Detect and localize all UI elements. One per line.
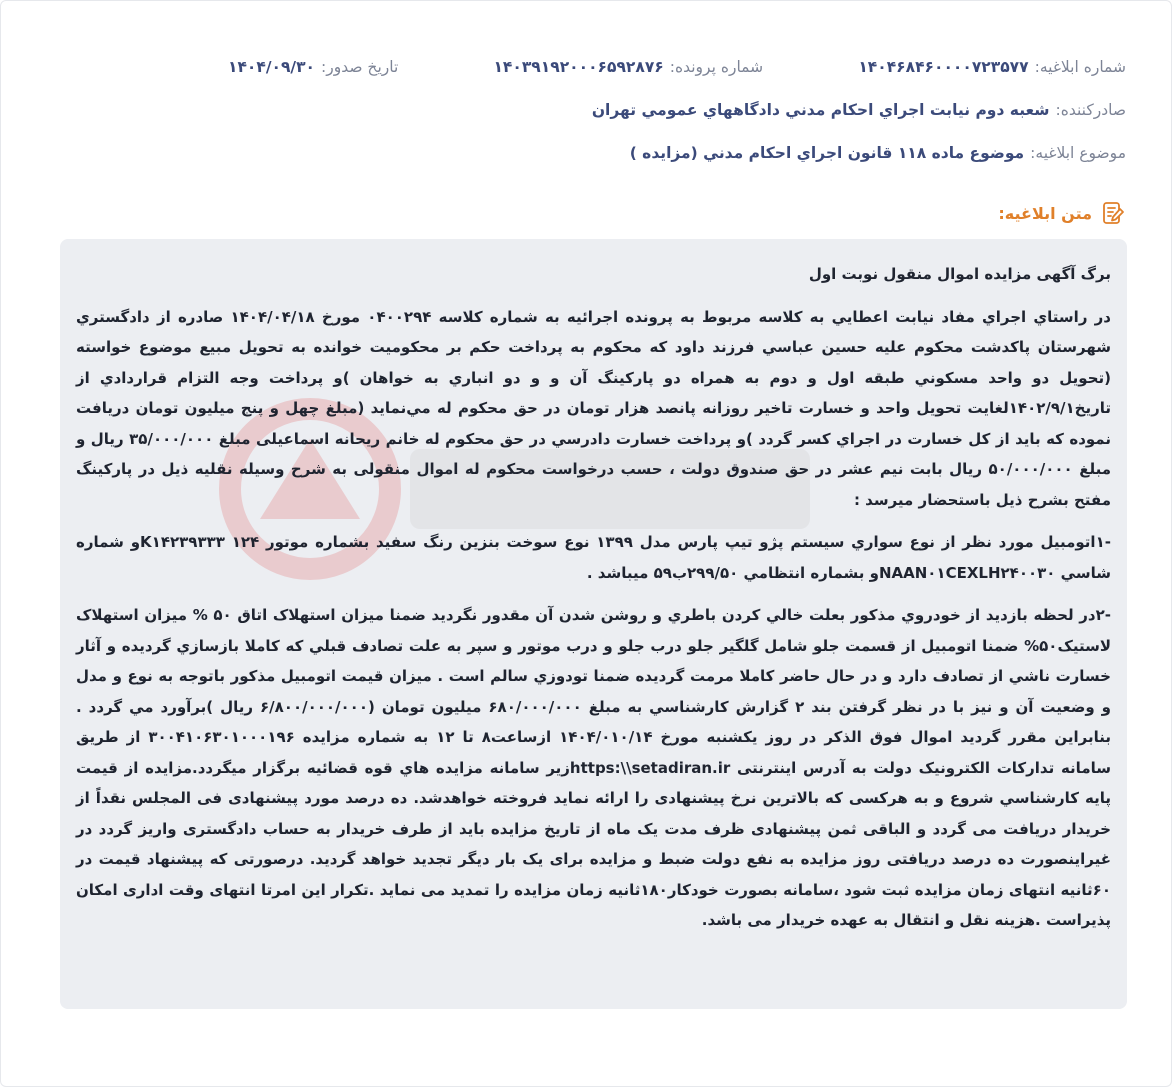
issue-date-label: تاريخ صدور: [321, 58, 399, 76]
issuer: شعبه دوم نيابت اجراي احکام مدني دادگاههاي عمومي تهران [591, 101, 1050, 119]
case-number-label: شماره پرونده: [669, 58, 764, 76]
case-number: ۱۴۰۳۹۱۹۲۰۰۰۶۵۹۲۸۷۶ [493, 58, 664, 76]
notice-text [76, 259, 1111, 936]
issuer-label: صادرکننده: [1055, 101, 1126, 119]
notice-paragraph-1: در راستاي اجراي مفاد نيابت اعطايي به کلاسه مربوط به پرونده اجرائيه به شماره کلاسه ۰۴۰۰۲۹۴ مورخ ۱۴۰۴/۰۴/۱۸ صادره از دادگستري شهرستان پاکدشت محکوم عليه حسين عباسي فرزند داود که محکوم به پرداخت حکم بر محکوميت خوانده به تحويل مبيع موضوع خواسته (تحويل دو واحد مسکوني طبقه اول و دوم به همراه دو پارکينگ آن و و دو انباري به خواهان )و پرداخت وجه التزام قراردادي از تاريخ۱۴۰۲/۹/۱لغايت تحويل واحد و خسارت تاخير روزانه پانصد هزار تومان در حق محکوم له مي‌نمايد (مبلغ چهل و پنج ميليون تومان دريافت نموده که بايد از کل خسارت در اجراي کسر گردد )و پرداخت خسارت دادرسي در حق محکوم له خانم ريحانه اسماعيلی مبلغ ۳۵/۰۰۰/۰۰۰ ريال و مبلغ ۵۰/۰۰۰/۰۰۰ ريال بابت نيم عشر در حق صندوق دولت ، حسب درخواست محکوم له اموال منقولی به شرح وسيله نقليه ذيل در پارکينگ مفتح بشرح ذيل باستحضار ميرسد : [76, 307, 1112, 509]
notice-heading: برگ آگهی مزایده اموال منقول نوبت اول [808, 265, 1111, 283]
issuer-field [592, 101, 1126, 119]
document-edit-icon [1100, 200, 1126, 226]
subject-label: موضوع ابلاغيه: [1030, 144, 1126, 162]
notice-text-heading [998, 200, 1126, 226]
header-row-subject [60, 144, 1126, 162]
case-number-field [493, 58, 763, 76]
notice-number-field [858, 58, 1126, 76]
notice-paragraph-2: -۱اتومبيل مورد نظر از نوع سواري سيستم پژو تيپ پارس مدل ۱۳۹۹ نوع سوخت بنزين رنگ سفيد بشماره موتور ۱۲۴ K۱۴۲۳۹۳۳۳و شماره شاسي NAAN۰۱CEXLH۲۴۰۰۳۰و بشماره انتظامي ۲۹۹/۵۰ب۵۹ ميباشد . [76, 533, 1111, 582]
notice-paragraph-3: -۲در لحظه بازديد از خودروي مذکور بعلت خالي کردن باطري و روشن شدن آن مقدور نگرديد ضمنا ميزان استهلاک اتاق ۵۰ % ميزان استهلاک لاستيک۵۰% ضمنا اتومبيل از قسمت جلو شامل گلگير جلو درب جلو و درب موتور و سپر به علت تصادف قبلي که کاملا بازسازي گرديده و آثار خسارت ناشي از تصادف دارد و در حال حاضر کاملا مرمت گرديده ضمنا تودوزي سالم است . ميزان قيمت اتومبيل مذکور باتوجه به نوع و مدل و وضعيت آن و نيز با در نظر گرفتن بند ۲ گزارش کارشناسي به مبلغ ۶۸۰/۰۰۰/۰۰۰ ميليون تومان (۶/۸۰۰/۰۰۰/۰۰۰ ريال )برآورد مي گردد . بنابراين مقرر گرديد اموال فوق الذکر در روز يکشنبه مورخ ۱۴۰۴/۰۱۰/۱۴ ازساعت۸ تا ۱۲ به شماره مزايده ۳۰۰۴۱۰۶۳۰۱۰۰۰۱۹۶ از طريق سامانه تدارکات الکترونيک دولت به آدرس اينترنتی https:\\setadiran.irزير سامانه مزايده هاي قوه قضائيه برگزار ميگردد.مزايده از قيمت پايه کارشناسي شروع و به هرکسی که بالاترين نرخ پيشنهادی را ارائه نمايد فروخته خواهدشد. ده درصد مورد پيشنهادی فی المجلس نقداً از خريدار دريافت می گردد و الباقی ثمن پيشنهادی ظرف مدت يک ماه از تاريخ مزايده بايد از طرف خريدار به حساب دادگستری واريز گردد در غيراينصورت ده درصد دريافتی روز مزايده به نفع دولت ضبط و مزايده برای يک بار ديگر تجديد خواهد گرديد. درصورتی که پيشنهاد قيمت در ۶۰ثانيه انتهای زمان مزايده ثبت شود ،سامانه بصورت خودکار۱۸۰ثانيه زمان مزايده را تمديد می نمايد .تکرار اين امرتا انتهای وقت اداری امکان پذيراست .هزينه نقل و انتقال به عهده خريدار می باشد. [76, 606, 1111, 929]
notice-body-card [60, 239, 1127, 1009]
subject: موضوع ماده ۱۱۸ قانون اجراي احکام مدني (مزايده ) [629, 144, 1025, 162]
notice-number-label: شماره ابلاغيه: [1034, 58, 1126, 76]
issue-date: ۱۴۰۴/۰۹/۳۰ [228, 58, 316, 76]
section-title: متن ابلاغيه: [998, 203, 1092, 223]
header-row-numbers [60, 58, 1126, 76]
subject-field [630, 144, 1126, 162]
notice-number: ۱۴۰۴۶۸۴۶۰۰۰۰۷۲۳۵۷۷ [858, 58, 1029, 76]
header-row-issuer [60, 101, 1126, 119]
issue-date-field [228, 58, 398, 76]
